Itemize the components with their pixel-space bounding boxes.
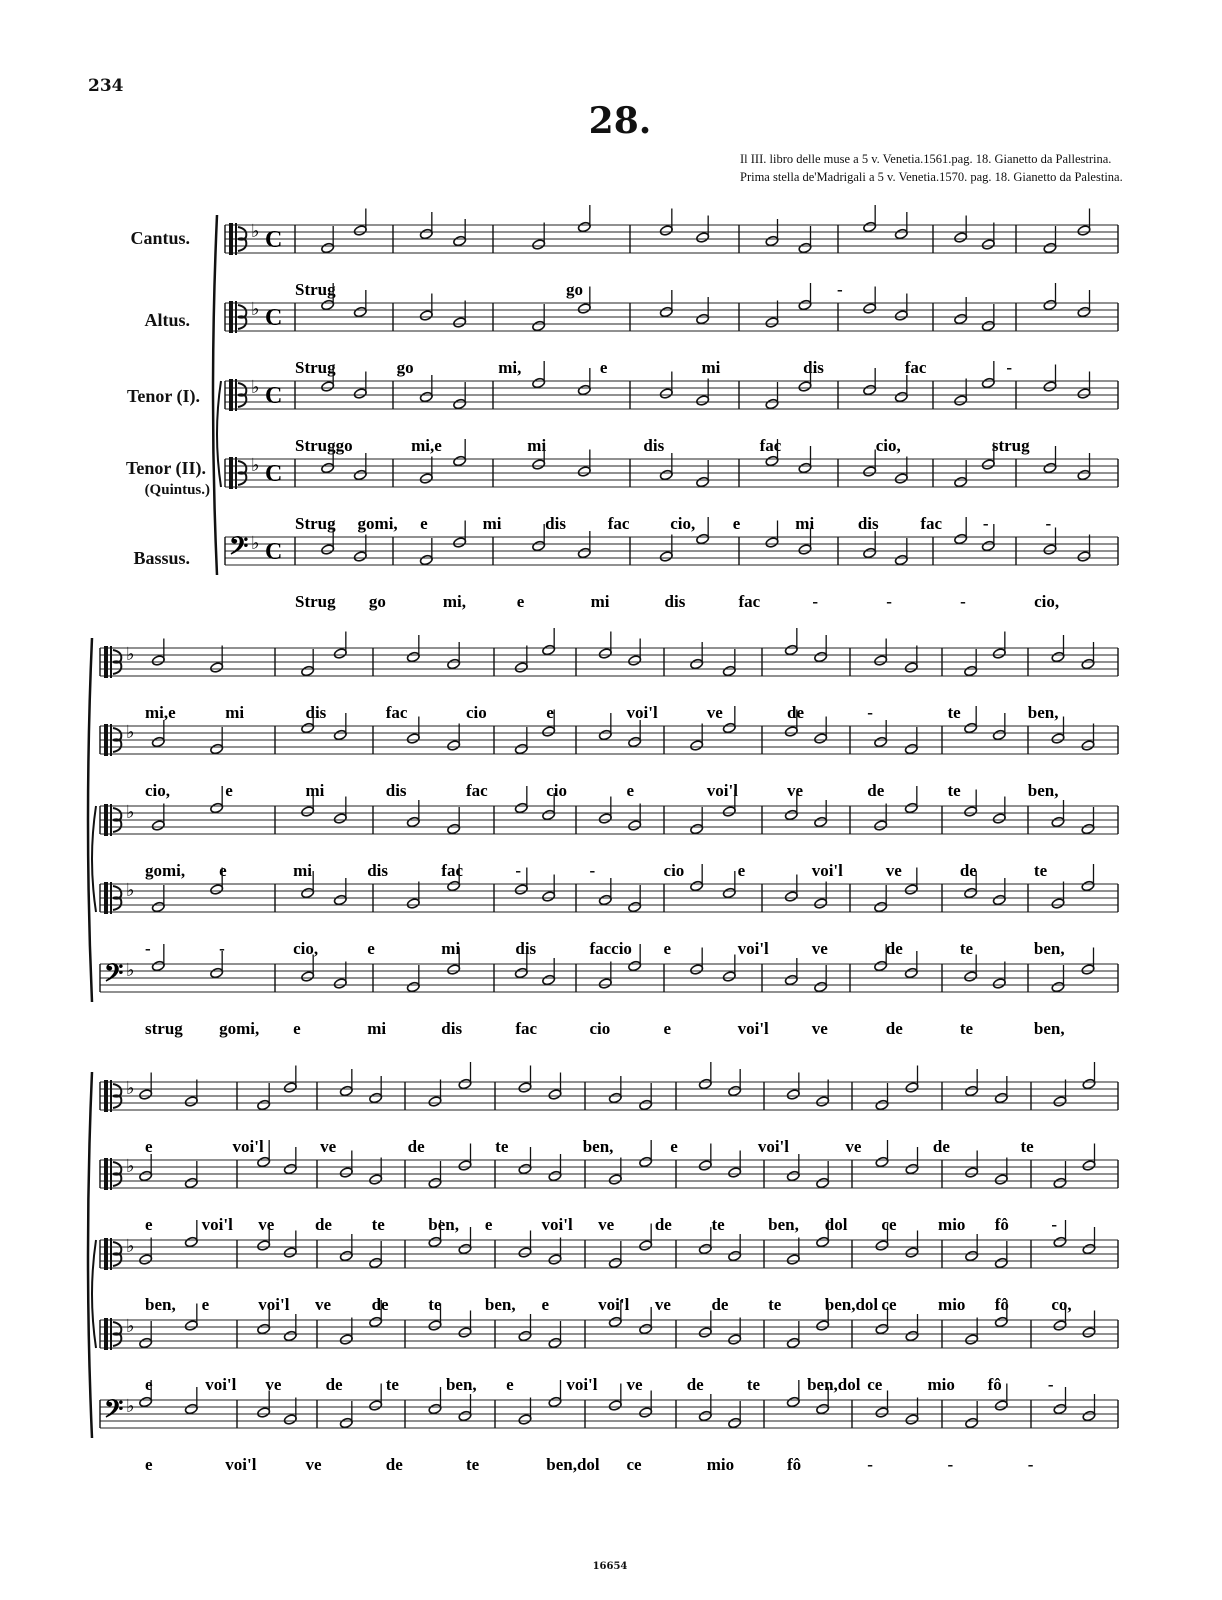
c-clef-curl	[238, 461, 246, 485]
lyric-syllable: gomi,	[357, 514, 398, 533]
lyric-syllable: mi	[701, 358, 721, 377]
lyric-syllable: de	[932, 1137, 950, 1156]
lyric-syllable: e	[201, 1295, 210, 1314]
flat-sign: ♭	[251, 377, 260, 397]
lyric-syllable: cio	[546, 781, 568, 800]
lyric-syllable: -	[867, 1455, 873, 1474]
lyric-syllable: dis	[664, 592, 686, 611]
lyric-syllable: mi,	[498, 358, 522, 377]
lyric-syllable: fac	[759, 436, 782, 455]
lyric-syllable: ben,	[1027, 703, 1059, 722]
lyric-syllable: mi,e	[411, 436, 442, 455]
c-clef-thin	[235, 223, 237, 255]
lyric-syllable: -	[837, 280, 843, 299]
lyric-syllable: e	[225, 781, 233, 800]
flat-sign: ♭	[126, 880, 135, 900]
lyric-syllable: voi'l	[232, 1137, 264, 1156]
lyric-syllable: dis	[857, 514, 879, 533]
lyric-syllable: cio	[589, 1019, 611, 1038]
lyric-syllable: voi'l	[258, 1295, 290, 1314]
flat-sign: ♭	[126, 1316, 135, 1336]
lyric-syllable: e	[737, 861, 746, 880]
lyric-syllable: mi	[482, 514, 502, 533]
lyric-syllable: te	[947, 703, 961, 722]
system-bracket	[88, 638, 92, 1002]
lyric-syllable: de	[686, 1375, 704, 1394]
c-clef	[104, 1080, 108, 1112]
lyric-syllable: -	[867, 703, 873, 722]
lyric-syllable: -	[1045, 514, 1052, 533]
lyric-syllable: strug	[991, 436, 1030, 455]
flat-sign: ♭	[126, 1236, 135, 1256]
c-clef-curl	[113, 1162, 121, 1186]
lyric-syllable: dis	[305, 703, 327, 722]
flat-sign: ♭	[126, 644, 135, 664]
c-clef	[104, 724, 108, 756]
lyric-syllable: ve	[265, 1375, 282, 1394]
c-clef-thin	[235, 379, 237, 411]
lyric-syllable: voi'l	[811, 861, 843, 880]
lyric-syllable: Struggo	[295, 436, 353, 455]
flat-sign: ♭	[126, 1156, 135, 1176]
c-clef-thin	[235, 301, 237, 333]
lyric-syllable: fac	[607, 514, 630, 533]
lyric-syllable: mi	[795, 514, 815, 533]
lyric-syllable: e	[145, 1137, 153, 1156]
c-clef-curl	[113, 1322, 121, 1346]
lyric-syllable: e	[599, 358, 608, 377]
lyric-syllable: Strug	[295, 280, 336, 299]
lyric-syllable: ve	[787, 781, 804, 800]
lyric-syllable: cio,	[145, 781, 171, 800]
lyric-syllable: go	[396, 358, 414, 377]
c-clef-curl	[113, 886, 121, 910]
lyric-syllable: fô	[987, 1375, 1002, 1394]
lyric-syllable: mi	[367, 1019, 387, 1038]
lyric-syllable: -	[515, 861, 522, 880]
lyric-syllable: e	[219, 861, 227, 880]
lyric-syllable: voi'l	[598, 1295, 630, 1314]
lyric-syllable: ben,	[484, 1295, 516, 1314]
lyric-syllable: dis	[545, 514, 566, 533]
lyric-syllable: dis	[643, 436, 665, 455]
lyric-syllable: fac	[441, 861, 464, 880]
lyric-syllable: de	[867, 781, 885, 800]
lyric-syllable: de	[885, 1019, 903, 1038]
system-bracket	[88, 1072, 92, 1438]
lyric-syllable: mio	[927, 1375, 955, 1394]
lyric-syllable: faccio	[589, 939, 632, 958]
lyric-syllable: de	[959, 861, 977, 880]
lyric-syllable: e	[367, 939, 375, 958]
lyric-syllable: dis	[367, 861, 389, 880]
lyric-syllable: -	[982, 514, 989, 533]
lyric-syllable: mi	[293, 861, 313, 880]
lyric-syllable: voi'l	[541, 1215, 573, 1234]
lyric-syllable: e	[506, 1375, 514, 1394]
c-clef	[229, 223, 233, 255]
lyric-syllable: mi,	[442, 592, 466, 611]
lyric-syllable: mio	[938, 1295, 966, 1314]
lyric-syllable: e	[663, 1019, 672, 1038]
lyric-syllable: ce	[881, 1295, 897, 1314]
lyric-syllable: ben,	[445, 1375, 477, 1394]
lyric-syllable: voi'l	[757, 1137, 789, 1156]
c-clef	[229, 457, 233, 489]
lyric-syllable: te	[371, 1215, 385, 1234]
voice-label-tenor-2: Tenor (II).	[125, 458, 206, 478]
lyric-syllable: mio	[706, 1455, 735, 1474]
c-clef-curl	[113, 728, 121, 752]
c-clef-thin	[110, 1080, 112, 1112]
page-number: 234	[88, 76, 124, 96]
flat-sign: ♭	[251, 533, 260, 553]
lyric-syllable: e	[626, 781, 635, 800]
lyric-syllable: mi	[527, 436, 547, 455]
common-time: C	[265, 383, 283, 409]
lyric-syllable: ben,dol	[824, 1295, 879, 1314]
lyric-syllable: Strug	[295, 514, 336, 533]
flat-sign: ♭	[251, 299, 260, 319]
lyric-syllable: ben,	[1033, 939, 1065, 958]
flat-sign: ♭	[126, 1078, 135, 1098]
lyric-syllable: ve	[654, 1295, 671, 1314]
c-clef	[104, 804, 108, 836]
lyric-syllable: fô	[787, 1455, 802, 1474]
lyric-syllable: gomi,	[219, 1019, 260, 1038]
lyric-syllable: voi'l	[225, 1455, 257, 1474]
lyric-syllable: fac	[466, 781, 488, 800]
lyric-syllable: dis	[803, 358, 824, 377]
c-clef-curl	[238, 305, 246, 329]
bass-clef: 𝄢	[104, 1396, 124, 1429]
c-clef-curl	[113, 1242, 121, 1266]
bass-clef: 𝄢	[104, 960, 124, 993]
c-clef-thin	[235, 457, 237, 489]
flat-sign: ♭	[126, 802, 135, 822]
lyric-syllable: ce	[626, 1455, 642, 1474]
lyric-syllable: e	[293, 1019, 301, 1038]
lyric-syllable: te	[711, 1215, 725, 1234]
common-time: C	[265, 461, 283, 487]
tenor-brace	[92, 806, 96, 912]
c-clef	[104, 1238, 108, 1270]
lyric-syllable: e	[145, 1215, 153, 1234]
lyric-syllable: voi'l	[626, 703, 658, 722]
lyric-syllable: e	[145, 1455, 153, 1474]
piece-number: 28.	[588, 100, 652, 142]
lyric-syllable: ve	[598, 1215, 615, 1234]
lyric-syllable: voi'l	[205, 1375, 237, 1394]
lyric-syllable: mi	[225, 703, 245, 722]
lyric-syllable: te	[1033, 861, 1048, 880]
lyric-syllable: cio,	[293, 939, 319, 958]
lyric-syllable: de	[407, 1137, 425, 1156]
lyric-syllable: -	[812, 592, 819, 611]
c-clef	[104, 646, 108, 678]
lyric-syllable: voi'l	[737, 939, 769, 958]
c-clef	[229, 301, 233, 333]
lyric-syllable: fô	[994, 1295, 1009, 1314]
common-time: C	[265, 539, 283, 565]
lyric-syllable: te	[466, 1455, 480, 1474]
flat-sign: ♭	[251, 221, 260, 241]
c-clef	[104, 882, 108, 914]
lyric-syllable: dis	[441, 1019, 463, 1038]
lyric-syllable: -	[145, 939, 151, 958]
lyric-syllable: te	[385, 1375, 399, 1394]
lyric-syllable: ve	[258, 1215, 275, 1234]
lyric-syllable: -	[1051, 1215, 1058, 1234]
lyric-syllable: go	[368, 592, 386, 611]
voice-label-altus: Altus.	[144, 310, 190, 330]
lyric-syllable: de	[711, 1295, 729, 1314]
c-clef	[104, 1158, 108, 1190]
lyric-syllable: -	[219, 939, 225, 958]
c-clef-thin	[110, 646, 112, 678]
lyric-syllable: dol	[824, 1215, 848, 1234]
lyric-syllable: ve	[811, 939, 828, 958]
lyric-syllable: e	[420, 514, 428, 533]
lyric-syllable: ve	[811, 1019, 828, 1038]
lyric-syllable: co,	[1051, 1295, 1072, 1314]
lyric-syllable: e	[541, 1295, 550, 1314]
lyric-syllable: -	[589, 861, 596, 880]
c-clef	[104, 1318, 108, 1350]
flat-sign: ♭	[126, 1396, 135, 1416]
lyric-syllable: te	[495, 1137, 509, 1156]
lyric-syllable: -	[947, 1455, 954, 1474]
lyric-syllable: ben,dol	[807, 1375, 861, 1394]
lyric-syllable: fac	[904, 358, 927, 377]
lyric-syllable: de	[885, 939, 903, 958]
lyric-syllable: -	[1027, 1455, 1034, 1474]
common-time: C	[265, 305, 283, 331]
lyric-syllable: go	[566, 280, 583, 299]
lyric-syllable: strug	[145, 1019, 183, 1038]
lyric-syllable: te	[428, 1295, 442, 1314]
lyric-syllable: ce	[881, 1215, 897, 1234]
lyric-syllable: -	[1047, 1375, 1054, 1394]
lyric-syllable: te	[959, 939, 974, 958]
lyric-syllable: mi	[305, 781, 325, 800]
lyric-syllable: te	[959, 1019, 974, 1038]
lyric-syllable: fac	[515, 1019, 538, 1038]
lyric-syllable: de	[325, 1375, 343, 1394]
voice-label-tenor-1: Tenor (I).	[126, 386, 200, 406]
c-clef-thin	[110, 724, 112, 756]
lyric-syllable: e	[670, 1137, 678, 1156]
lyric-syllable: de	[654, 1215, 672, 1234]
c-clef	[229, 379, 233, 411]
source-note: Il III. libro delle muse a 5 v. Venetia.1561.pag. 18. Gianetto da Pallestrina. Prima stella de'Madrigali a 5 v. Venetia.1570. pag. 18. Gianetto da Palestina.	[740, 152, 1123, 184]
lyric-syllable: gomi,	[145, 861, 186, 880]
lyric-syllable: ce	[867, 1375, 883, 1394]
lyric-syllable: ben,	[768, 1215, 799, 1234]
c-clef-thin	[110, 1238, 112, 1270]
lyric-syllable: de	[314, 1215, 332, 1234]
lyric-syllable: ve	[314, 1295, 331, 1314]
lyric-syllable: de	[385, 1455, 403, 1474]
lyric-syllable: te	[1020, 1137, 1034, 1156]
lyric-syllable: te	[746, 1375, 761, 1394]
lyric-syllable: ben,	[582, 1137, 614, 1156]
lyric-syllable: cio,	[1034, 592, 1060, 611]
c-clef-thin	[110, 882, 112, 914]
lyric-syllable: ve	[305, 1455, 322, 1474]
lyric-syllable: cio,	[875, 436, 901, 455]
lyric-syllable: ve	[320, 1137, 337, 1156]
lyric-syllable: te	[947, 781, 961, 800]
lyric-syllable: dis	[385, 781, 407, 800]
tenor-brace	[217, 381, 221, 487]
lyric-syllable: ben,	[1027, 781, 1059, 800]
catalog-number: 16654	[592, 1561, 628, 1572]
c-clef-thin	[110, 1158, 112, 1190]
c-clef-curl	[238, 227, 246, 251]
system-bracket	[213, 215, 217, 575]
lyric-syllable: mi,e	[145, 703, 176, 722]
c-clef-curl	[113, 1084, 121, 1108]
lyric-syllable: te	[768, 1295, 782, 1314]
lyric-syllable: mio	[938, 1215, 966, 1234]
lyric-syllable: cio	[466, 703, 487, 722]
lyric-syllable: ben,	[428, 1215, 459, 1234]
bass-clef: 𝄢	[229, 533, 249, 566]
lyric-syllable: mi	[441, 939, 461, 958]
lyric-syllable: mi	[590, 592, 610, 611]
c-clef-thin	[110, 1318, 112, 1350]
voice-label-quintus: (Quintus.)	[144, 482, 210, 498]
lyric-syllable: de	[787, 703, 804, 722]
lyric-syllable: -	[960, 592, 966, 611]
flat-sign: ♭	[126, 960, 135, 980]
lyric-syllable: fô	[994, 1215, 1009, 1234]
lyric-syllable: e	[484, 1215, 493, 1234]
lyric-syllable: voi'l	[566, 1375, 598, 1394]
lyric-syllable: ben,	[145, 1295, 176, 1314]
lyric-syllable: ben,	[1033, 1019, 1065, 1038]
lyric-syllable: Strug	[295, 592, 336, 611]
flat-sign: ♭	[251, 455, 260, 475]
lyric-syllable: fac	[738, 592, 761, 611]
lyric-syllable: ve	[845, 1137, 862, 1156]
lyric-syllable: e	[663, 939, 672, 958]
lyric-syllable: e	[145, 1375, 153, 1394]
flat-sign: ♭	[126, 722, 135, 742]
lyric-syllable: ve	[885, 861, 902, 880]
voice-label-bassus: Bassus.	[133, 548, 190, 568]
common-time: C	[265, 227, 283, 253]
lyric-syllable: fac	[920, 514, 943, 533]
c-clef-curl	[113, 808, 121, 832]
lyric-syllable: -	[886, 592, 892, 611]
c-clef-thin	[110, 804, 112, 836]
lyric-syllable: -	[1006, 358, 1013, 377]
voice-label-cantus: Cantus.	[130, 228, 190, 248]
lyric-syllable: dis	[515, 939, 537, 958]
lyric-syllable: e	[732, 514, 741, 533]
lyric-syllable: fac	[385, 703, 408, 722]
lyric-syllable: e	[516, 592, 525, 611]
c-clef-curl	[113, 650, 121, 674]
lyric-syllable: ve	[626, 1375, 643, 1394]
lyric-syllable: de	[371, 1295, 389, 1314]
lyric-syllable: voi'l	[737, 1019, 769, 1038]
lyric-syllable: cio,	[670, 514, 696, 533]
lyric-syllable: Strug	[295, 358, 336, 377]
lyric-syllable: voi'l	[201, 1215, 233, 1234]
lyric-syllable: voi'l	[706, 781, 738, 800]
lyric-syllable: ve	[706, 703, 723, 722]
lyric-syllable: e	[546, 703, 554, 722]
tenor-brace	[92, 1240, 96, 1348]
c-clef-curl	[238, 383, 246, 407]
lyric-syllable: ben,dol	[546, 1455, 600, 1474]
lyric-syllable: cio	[663, 861, 685, 880]
